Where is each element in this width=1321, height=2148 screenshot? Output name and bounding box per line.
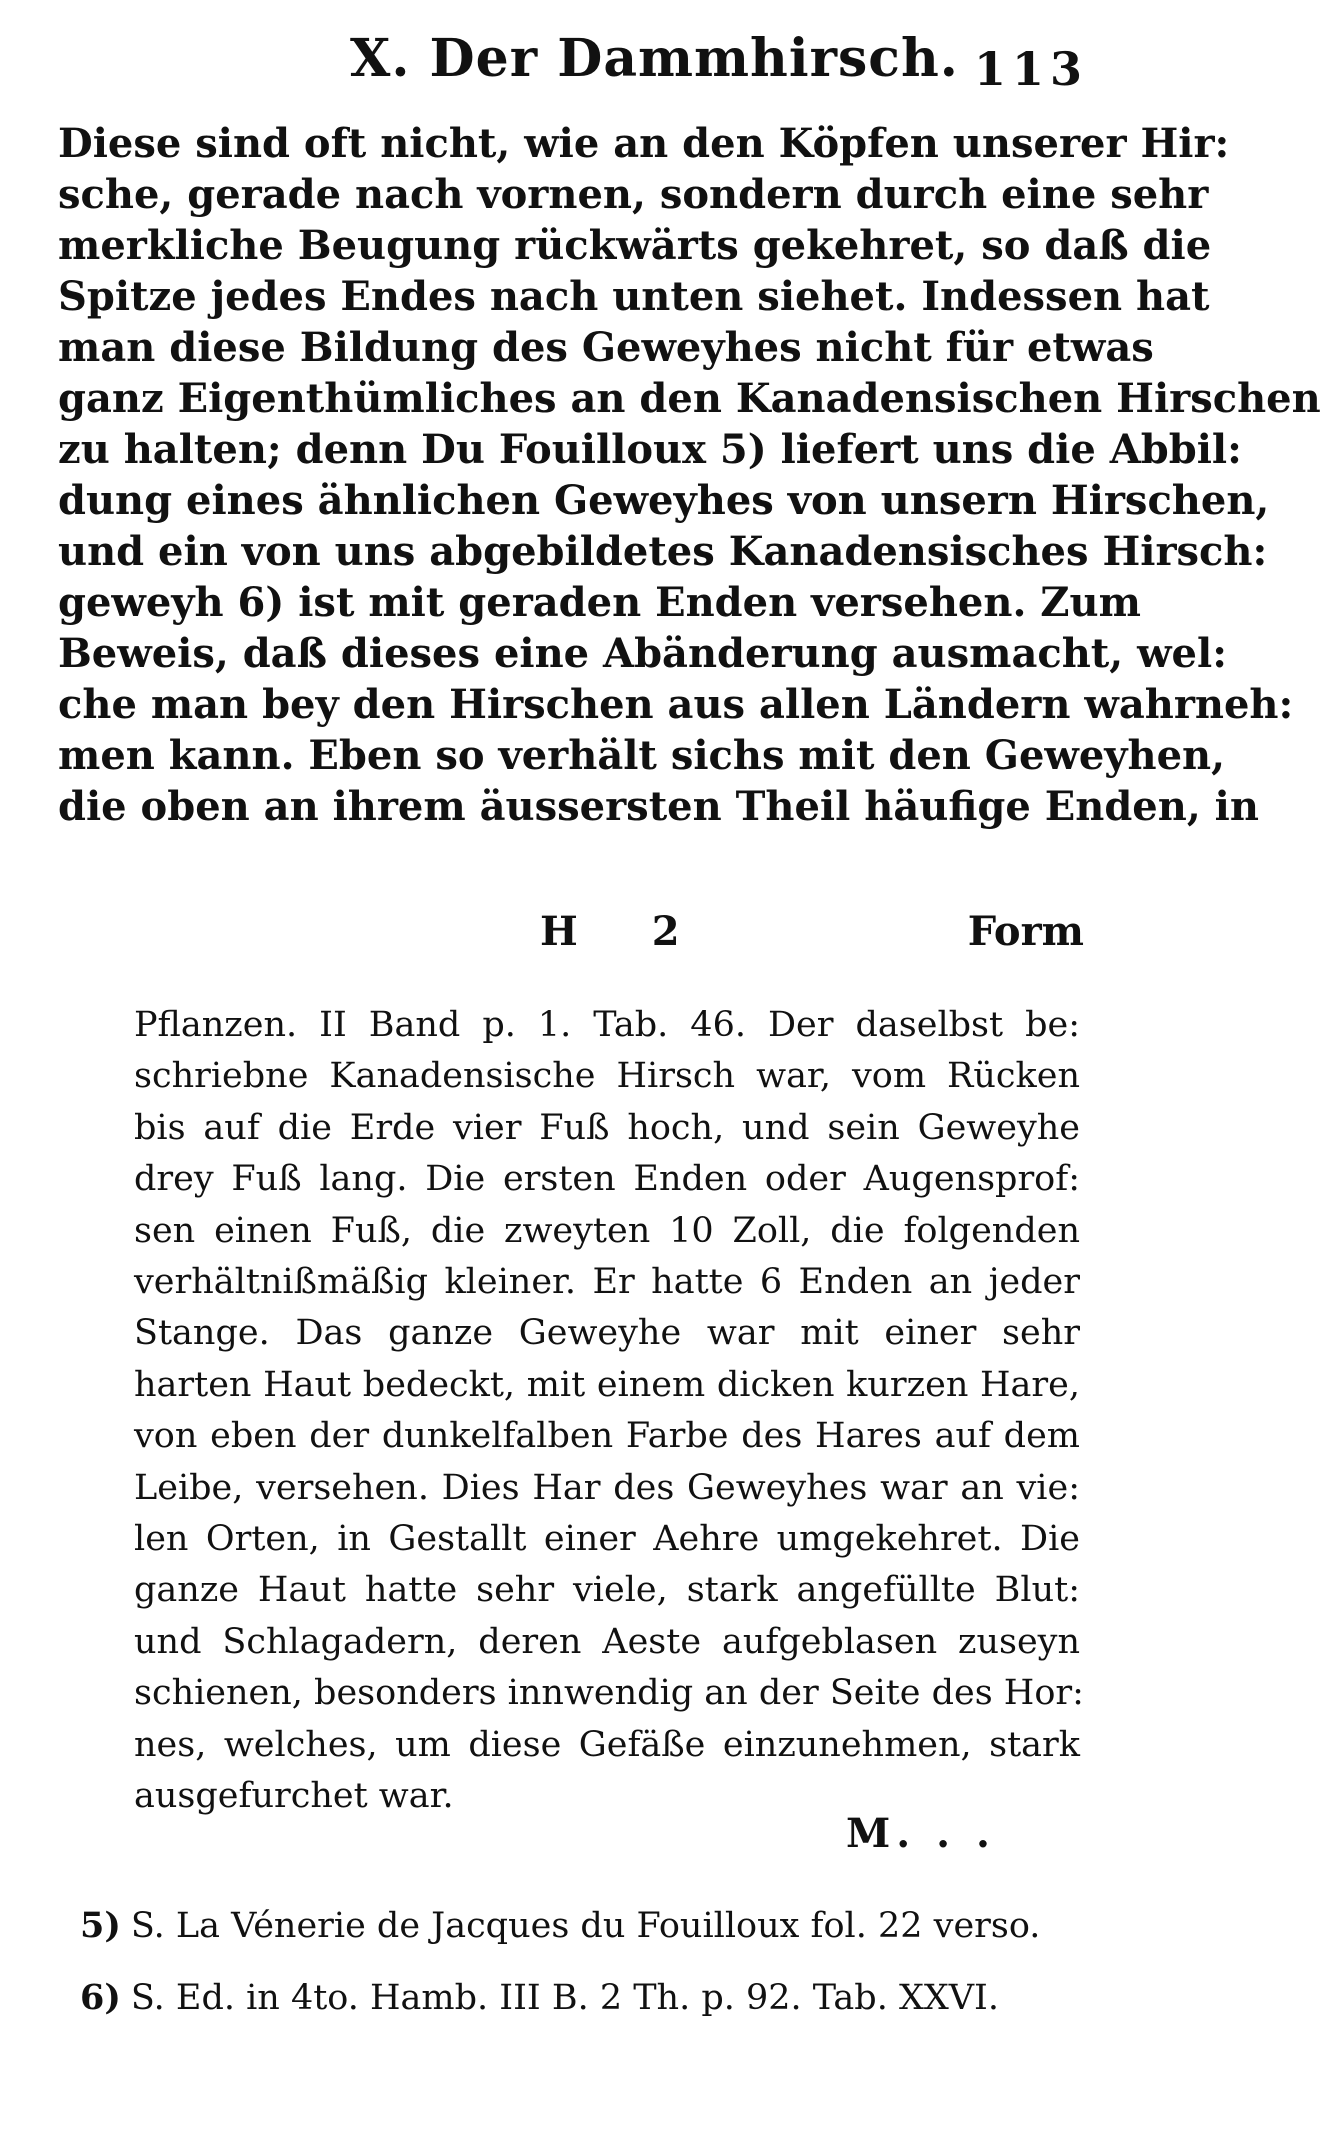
chapter-title: X. Der Dammhirsch. bbox=[350, 28, 959, 89]
footnote-marker: 6) bbox=[80, 1977, 121, 2018]
footnote-continuation bbox=[134, 1000, 1084, 1823]
footnote-line: ganze Haut hatte sehr viele, stark angefüllte Blut: bbox=[134, 1570, 1080, 1611]
signature-row bbox=[0, 908, 1132, 968]
text-line: man diese Bildung des Geweyhes nicht für etwas bbox=[58, 324, 1154, 371]
footnote-line: drey Fuß lang. Die ersten Enden oder Augensprof: bbox=[134, 1159, 1080, 1200]
text-line: men kann. Eben so verhält sichs mit den Geweyhen, bbox=[58, 732, 1226, 779]
footnote-line: Leibe, versehen. Dies Har des Geweyhes war an vie: bbox=[134, 1467, 1080, 1508]
footnote-line: schriebne Kanadensische Hirsch war, vom Rücken bbox=[134, 1056, 1080, 1097]
text-line: Spitze jedes Endes nach unten siehet. Indessen hat bbox=[58, 273, 1210, 320]
footnote-line: von eben der dunkelfalben Farbe des Hares auf dem bbox=[134, 1416, 1080, 1457]
footnote-line: sen einen Fuß, die zweyten 10 Zoll, die folgenden bbox=[134, 1210, 1080, 1251]
text-line: und ein von uns abgebildetes Kanadensisches Hirsch: bbox=[58, 528, 1268, 575]
text-line: ganz Eigenthümliches an den Kanadensischen Hirschen bbox=[58, 375, 1321, 422]
footnote-line: nes, welches, um diese Gefäße einzunehmen, stark bbox=[134, 1724, 1080, 1765]
running-head bbox=[0, 28, 1132, 98]
printer-signature: H 2 bbox=[540, 908, 710, 955]
page-number: 113 bbox=[973, 42, 1088, 96]
catchword: Form bbox=[967, 908, 1084, 955]
footnote-text: S. Ed. in 4to. Hamb. III B. 2 Th. p. 92. Tab. XXVI. bbox=[130, 1978, 1000, 2018]
text-line: dung eines ähnlichen Geweyhes von unsern Hirschen, bbox=[58, 477, 1270, 524]
text-line: merkliche Beugung rückwärts gekehret, so daß die bbox=[58, 222, 1212, 269]
footnote-text: S. La Vénerie de Jacques du Fouilloux fol. 22 verso. bbox=[130, 1906, 1041, 1946]
footnote-line: und Schlagadern, deren Aeste aufgeblasen zuseyn bbox=[134, 1621, 1080, 1662]
footnote-line: verhältnißmäßig kleiner. Er hatte 6 Enden an jeder bbox=[134, 1262, 1080, 1303]
text-line: sche, gerade nach vornen, sondern durch eine sehr bbox=[58, 171, 1209, 218]
footnote-line: bis auf die Erde vier Fuß hoch, und sein Geweyhe bbox=[134, 1107, 1080, 1148]
footnote-line: ausgefurchet war. bbox=[134, 1776, 454, 1817]
footnote-line: len Orten, in Gestallt einer Aehre umgekehret. Die bbox=[134, 1519, 1080, 1560]
footnote-line: Pflanzen. II Band p. 1. Tab. 46. Der daselbst be: bbox=[134, 1005, 1080, 1045]
text-line: Beweis, daß dieses eine Abänderung ausmacht, wel: bbox=[58, 630, 1227, 677]
footnote-line: schienen, besonders innwendig an der Seite des Hor: bbox=[134, 1673, 1084, 1714]
text-line: che man bey den Hirschen aus allen Ländern wahrneh: bbox=[58, 681, 1294, 728]
footnote-line: Stange. Das ganze Geweyhe war mit einer sehr bbox=[134, 1313, 1080, 1354]
footnote-line: harten Haut bedeckt, mit einem dicken kurzen Hare, bbox=[134, 1364, 1080, 1405]
footnotes bbox=[80, 1890, 1080, 2034]
text-line: zu halten; denn Du Fouilloux 5) liefert uns die Abbil: bbox=[58, 426, 1242, 473]
continuation-catchword: M. . . bbox=[846, 1810, 996, 1857]
text-line: die oben an ihrem äussersten Theil häufige Enden, in bbox=[58, 783, 1259, 830]
main-paragraph bbox=[58, 118, 1321, 832]
text-line: Diese sind oft nicht, wie an den Köpfen unserer Hir: bbox=[58, 120, 1230, 167]
footnote-6 bbox=[80, 1962, 1080, 2034]
footnote-5 bbox=[80, 1890, 1080, 1962]
text-line: geweyh 6) ist mit geraden Enden versehen. Zum bbox=[58, 579, 1141, 626]
footnote-marker: 5) bbox=[80, 1905, 121, 1946]
